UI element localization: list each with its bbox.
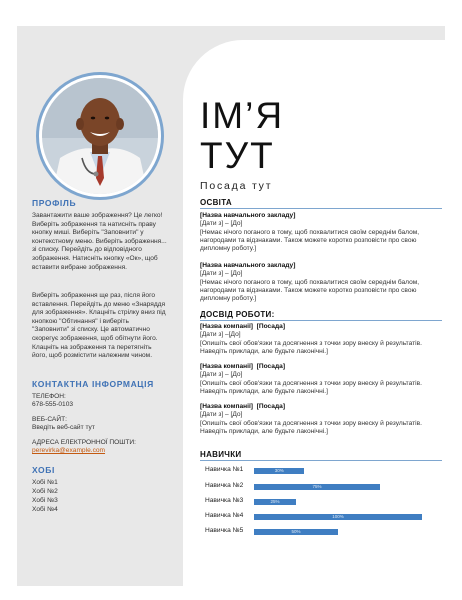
- skills-heading: НАВИЧКИ: [200, 450, 242, 459]
- experience-entry: [200, 363, 442, 396]
- education-description: [Немає нічого поганого в тому, щоб похвалитися своїм середнім балом, нагородами та відзнаками. Також можете коротко розповісти про свою дипломну роботу.]: [200, 278, 420, 303]
- skill-bar-track: [254, 529, 422, 535]
- job-title: [Посада]: [256, 323, 286, 330]
- education-entry: [200, 262, 442, 303]
- email-label: АДРЕСА ЕЛЕКТРОННОЇ ПОШТИ:: [32, 439, 136, 446]
- name-line-1: ІМ’Я: [200, 95, 285, 136]
- hobby-item: Хобі №3: [32, 497, 58, 504]
- education-dates: [Дати з] – [До]: [200, 270, 243, 278]
- profile-heading: ПРОФІЛЬ: [32, 198, 77, 208]
- skill-bar: 25%: [254, 499, 296, 505]
- skill-label: Навичка №4: [205, 512, 244, 519]
- experience-divider: [200, 320, 442, 321]
- education-entry: [200, 212, 442, 253]
- job-title: [Посада]: [256, 403, 286, 410]
- hobby-item: Хобі №4: [32, 506, 58, 513]
- experience-description: [Опишіть свої обов'язки та досягнення з точки зору внеску й результатів. Наведіть приклади, але будьте лаконічні.]: [200, 339, 422, 355]
- website-label: ВЕБ-САЙТ:: [32, 416, 67, 423]
- name-line-2: ТУТ: [200, 135, 275, 176]
- profile-paragraph-2: Виберіть зображення ще раз, після його вставлення. Перейдіть до меню «Знаряддя для зображення». Клацніть стрілку вниз під кнопкою "Обтинання" і виберіть "Заповнити" зі списку. Це автоматично скорегує зображення, щоб обітнути його. Клацніть на зображення та перетягніть його, щоб розмістити належним чином.: [32, 292, 166, 360]
- position-title: Посада тут: [200, 180, 273, 192]
- phone-value: 678-555-0103: [32, 401, 74, 408]
- skill-bar-track: [254, 468, 422, 474]
- skill-label: Навичка №2: [205, 482, 244, 489]
- experience-entry: [200, 323, 442, 356]
- skill-label: Навичка №5: [205, 527, 244, 534]
- experience-description: [Опишіть свої обов'язки та досягнення з точки зору внеску й результатів. Наведіть приклади, але будьте лаконічні.]: [200, 419, 422, 435]
- contact-heading: КОНТАКТНА ІНФОРМАЦІЯ: [32, 379, 154, 389]
- profile-paragraph-1: Завантажити ваше зображення? Це легко! Виберіть зображення та натисніть праву кнопку миші. Виберіть "Заповнити" у контекстному меню. Виберіть зображення... зі списку. Перейдіть до відповідного зображення. Натисніть кнопку «Ок», щоб вставити вибране зображення.: [32, 212, 167, 271]
- job-title: [Посада]: [256, 363, 286, 370]
- experience-dates: [Дати з] –[До]: [200, 331, 241, 339]
- skill-bar: 100%: [254, 514, 422, 520]
- experience-dates: [Дати з] – [До]: [200, 371, 243, 379]
- education-heading: ОСВІТА: [200, 198, 232, 207]
- skill-bar: 30%: [254, 468, 304, 474]
- experience-entry: [200, 403, 442, 436]
- skill-label: Навичка №1: [205, 466, 244, 473]
- website-value[interactable]: Введіть веб-сайт тут: [32, 424, 95, 431]
- experience-dates: [Дати з] – [До]: [200, 411, 243, 419]
- skill-bar-track: [254, 484, 422, 490]
- phone-label: ТЕЛЕФОН:: [32, 393, 66, 400]
- profile-photo-image: [42, 78, 158, 194]
- company-name: [Назва компанії]: [200, 363, 253, 370]
- skills-divider: [200, 460, 442, 461]
- hobby-item: Хобі №2: [32, 488, 58, 495]
- profile-photo-frame[interactable]: [36, 72, 164, 200]
- hobbies-heading: ХОБІ: [32, 465, 55, 475]
- school-name: [Назва навчального закладу]: [200, 262, 296, 269]
- skill-bar-track: [254, 514, 422, 520]
- skill-bar: 75%: [254, 484, 380, 490]
- profile-photo[interactable]: [42, 78, 158, 194]
- hobby-item: Хобі №1: [32, 479, 58, 486]
- experience-description: [Опишіть свої обов'язки та досягнення з точки зору внеску й результатів. Наведіть приклади, але будьте лаконічні.]: [200, 379, 422, 395]
- email-link[interactable]: perevirka@example.com: [32, 447, 106, 454]
- experience-heading: ДОСВІД РОБОТИ:: [200, 310, 275, 319]
- company-name: [Назва компанії]: [200, 403, 253, 410]
- education-description: [Немає нічого поганого в тому, щоб похвалитися своїм середнім балом, нагородами та відзнаками. Також можете коротко розповісти про свою дипломну роботу.]: [200, 228, 420, 253]
- company-name: [Назва компанії]: [200, 323, 253, 330]
- skill-label: Навичка №3: [205, 497, 244, 504]
- skill-bar: 50%: [254, 529, 338, 535]
- education-dates: [Дати з] – [До]: [200, 220, 243, 228]
- school-name: [Назва навчального закладу]: [200, 212, 296, 219]
- skill-bar-track: [254, 499, 422, 505]
- education-divider: [200, 208, 442, 209]
